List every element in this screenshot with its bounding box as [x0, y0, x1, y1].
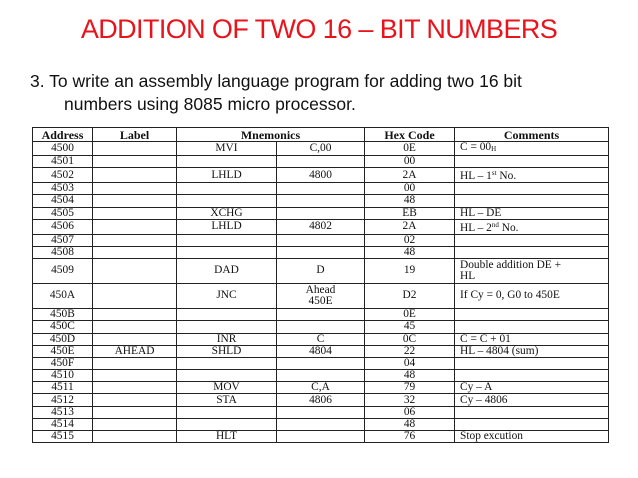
cell-comment	[455, 142, 609, 156]
cell-label	[93, 142, 177, 156]
cell-label	[93, 418, 177, 430]
cell-comment	[455, 234, 609, 246]
cell-operand	[277, 370, 365, 382]
comment-tail: No.	[496, 170, 517, 183]
cell-hex-code: 48	[365, 418, 455, 430]
comment-superscript: nd	[491, 220, 499, 229]
cell-mnemonic	[177, 321, 277, 333]
cell-label	[93, 234, 177, 246]
cell-address: 4510	[33, 370, 93, 382]
table-row	[33, 382, 609, 394]
cell-hex-code: 0C	[365, 333, 455, 345]
cell-label	[93, 156, 177, 168]
cell-operand: C,00	[277, 142, 365, 156]
table-row	[33, 406, 609, 418]
cell-comment	[455, 418, 609, 430]
cell-label	[93, 309, 177, 321]
cell-label: AHEAD	[93, 345, 177, 357]
cell-operand	[277, 207, 365, 219]
cell-operand: 4802	[277, 219, 365, 234]
cell-label	[93, 333, 177, 345]
cell-comment	[455, 345, 609, 357]
cell-mnemonic: MOV	[177, 382, 277, 394]
cell-operand: 4800	[277, 168, 365, 183]
intro-text	[30, 70, 630, 116]
cell-operand	[277, 321, 365, 333]
cell-comment	[455, 431, 609, 443]
header-hex-code: Hex Code	[365, 128, 455, 142]
cell-address: 4505	[33, 207, 93, 219]
cell-hex-code: 02	[365, 234, 455, 246]
cell-operand	[277, 195, 365, 207]
cell-operand	[277, 284, 365, 309]
table-row	[33, 219, 609, 234]
cell-hex-code: 48	[365, 246, 455, 258]
comment-subscript: H	[491, 145, 497, 153]
cell-address: 4508	[33, 246, 93, 258]
cell-mnemonic: DAD	[177, 259, 277, 284]
cell-label	[93, 431, 177, 443]
cell-hex-code: 00	[365, 183, 455, 195]
cell-operand	[277, 183, 365, 195]
cell-mnemonic	[177, 183, 277, 195]
cell-comment	[455, 333, 609, 345]
cell-comment	[455, 357, 609, 369]
cell-hex-code: 0E	[365, 142, 455, 156]
cell-operand: 4804	[277, 345, 365, 357]
table-row	[33, 431, 609, 443]
table-row	[33, 370, 609, 382]
cell-comment	[455, 195, 609, 207]
cell-mnemonic	[177, 246, 277, 258]
cell-hex-code: 48	[365, 195, 455, 207]
cell-address: 450B	[33, 309, 93, 321]
cell-operand	[277, 156, 365, 168]
cell-comment	[455, 259, 609, 284]
cell-label	[93, 195, 177, 207]
table-row	[33, 394, 609, 406]
slide-title: ADDITION OF TWO 16 – BIT NUMBERS	[80, 14, 558, 44]
cell-address: 4509	[33, 259, 93, 284]
cell-mnemonic: STA	[177, 394, 277, 406]
cell-hex-code: 2A	[365, 168, 455, 183]
cell-comment	[455, 156, 609, 168]
header-mnemonics: Mnemonics	[177, 128, 365, 142]
comment-text: C = 00	[460, 141, 492, 153]
comment-text: Cy – A	[460, 381, 493, 394]
table-row	[33, 168, 609, 183]
cell-hex-code: 00	[365, 156, 455, 168]
cell-label	[93, 394, 177, 406]
table-row	[33, 345, 609, 357]
comment-line-2: HL	[460, 270, 476, 283]
cell-label	[93, 284, 177, 309]
table-row	[33, 246, 609, 258]
cell-operand	[277, 246, 365, 258]
cell-hex-code: D2	[365, 284, 455, 309]
cell-hex-code: EB	[365, 207, 455, 219]
cell-operand	[277, 418, 365, 430]
table-row	[33, 333, 609, 345]
comment-tail: No.	[498, 221, 519, 234]
cell-mnemonic: LHLD	[177, 168, 277, 183]
header-comments: Comments	[455, 128, 609, 142]
cell-mnemonic	[177, 195, 277, 207]
cell-label	[93, 259, 177, 284]
cell-address: 4513	[33, 406, 93, 418]
cell-operand: 4806	[277, 394, 365, 406]
cell-operand: C	[277, 333, 365, 345]
program-table	[32, 127, 609, 443]
cell-hex-code: 19	[365, 259, 455, 284]
comment-text: If Cy = 0, G0 to 450E	[460, 289, 560, 302]
cell-mnemonic	[177, 309, 277, 321]
comment-text: Stop excution	[460, 430, 523, 443]
cell-comment	[455, 219, 609, 234]
cell-address: 450F	[33, 357, 93, 369]
cell-address: 4514	[33, 418, 93, 430]
cell-address: 4500	[33, 142, 93, 156]
cell-comment	[455, 284, 609, 309]
cell-mnemonic	[177, 406, 277, 418]
cell-address: 4507	[33, 234, 93, 246]
cell-mnemonic: LHLD	[177, 219, 277, 234]
cell-hex-code: 22	[365, 345, 455, 357]
cell-operand	[277, 357, 365, 369]
table-row	[33, 259, 609, 284]
cell-comment	[455, 321, 609, 333]
cell-comment	[455, 246, 609, 258]
cell-comment	[455, 207, 609, 219]
cell-comment	[455, 370, 609, 382]
cell-operand	[277, 234, 365, 246]
operand-line-1: Ahead	[305, 283, 336, 296]
cell-label	[93, 246, 177, 258]
cell-hex-code: 04	[365, 357, 455, 369]
comment-text: HL – 2	[460, 221, 492, 234]
cell-hex-code: 79	[365, 382, 455, 394]
cell-hex-code: 48	[365, 370, 455, 382]
cell-mnemonic: XCHG	[177, 207, 277, 219]
table-row	[33, 284, 609, 309]
cell-mnemonic: INR	[177, 333, 277, 345]
cell-operand	[277, 431, 365, 443]
comment-text: Cy – 4806	[460, 393, 508, 406]
cell-mnemonic	[177, 357, 277, 369]
cell-mnemonic: SHLD	[177, 345, 277, 357]
cell-mnemonic	[177, 156, 277, 168]
table-row	[33, 156, 609, 168]
cell-label	[93, 357, 177, 369]
intro-line-2: numbers using 8085 micro processor.	[64, 94, 356, 114]
cell-address: 4501	[33, 156, 93, 168]
operand-line-2: 450E	[308, 295, 333, 308]
intro-line-1: 3. To write an assembly language program for adding two 16 bit	[30, 71, 522, 91]
cell-operand: D	[277, 259, 365, 284]
table-row	[33, 195, 609, 207]
cell-label	[93, 321, 177, 333]
page-mark	[577, 458, 583, 464]
cell-hex-code: 06	[365, 406, 455, 418]
cell-label	[93, 207, 177, 219]
table-row	[33, 234, 609, 246]
cell-hex-code: 32	[365, 394, 455, 406]
header-address: Address	[33, 128, 93, 142]
cell-address: 4504	[33, 195, 93, 207]
cell-address: 450E	[33, 345, 93, 357]
cell-mnemonic: HLT	[177, 431, 277, 443]
table-body	[33, 142, 609, 443]
cell-label	[93, 219, 177, 234]
cell-address: 450A	[33, 284, 93, 309]
comment-text: HL – 4804 (sum)	[460, 344, 539, 357]
cell-comment	[455, 382, 609, 394]
table-row	[33, 207, 609, 219]
comment-superscript: st	[491, 169, 497, 178]
comment-text: HL – 1	[460, 170, 492, 183]
comment-text: HL – DE	[460, 206, 502, 219]
cell-comment	[455, 406, 609, 418]
cell-operand: C,A	[277, 382, 365, 394]
cell-label	[93, 382, 177, 394]
cell-hex-code: 2A	[365, 219, 455, 234]
cell-hex-code: 0E	[365, 309, 455, 321]
table-row	[33, 357, 609, 369]
cell-comment	[455, 183, 609, 195]
cell-comment	[455, 394, 609, 406]
cell-mnemonic	[177, 370, 277, 382]
cell-address: 4506	[33, 219, 93, 234]
cell-operand	[277, 309, 365, 321]
comment-text: C = C + 01	[460, 332, 511, 345]
cell-hex-code: 45	[365, 321, 455, 333]
table-header-row	[33, 128, 609, 142]
cell-address: 4515	[33, 431, 93, 443]
table-row	[33, 418, 609, 430]
cell-operand	[277, 406, 365, 418]
cell-label	[93, 183, 177, 195]
cell-mnemonic	[177, 234, 277, 246]
cell-comment	[455, 168, 609, 183]
table-row	[33, 142, 609, 156]
cell-address: 4512	[33, 394, 93, 406]
cell-comment	[455, 309, 609, 321]
cell-address: 4502	[33, 168, 93, 183]
cell-label	[93, 406, 177, 418]
cell-mnemonic	[177, 418, 277, 430]
cell-address: 4511	[33, 382, 93, 394]
header-label: Label	[93, 128, 177, 142]
table-row	[33, 321, 609, 333]
comment-text: Double addition DE +	[460, 258, 562, 271]
cell-address: 450C	[33, 321, 93, 333]
cell-label	[93, 168, 177, 183]
cell-address: 4503	[33, 183, 93, 195]
table-row	[33, 309, 609, 321]
cell-mnemonic: JNC	[177, 284, 277, 309]
cell-mnemonic: MVI	[177, 142, 277, 156]
cell-label	[93, 370, 177, 382]
cell-hex-code: 76	[365, 431, 455, 443]
cell-address: 450D	[33, 333, 93, 345]
table-row	[33, 183, 609, 195]
